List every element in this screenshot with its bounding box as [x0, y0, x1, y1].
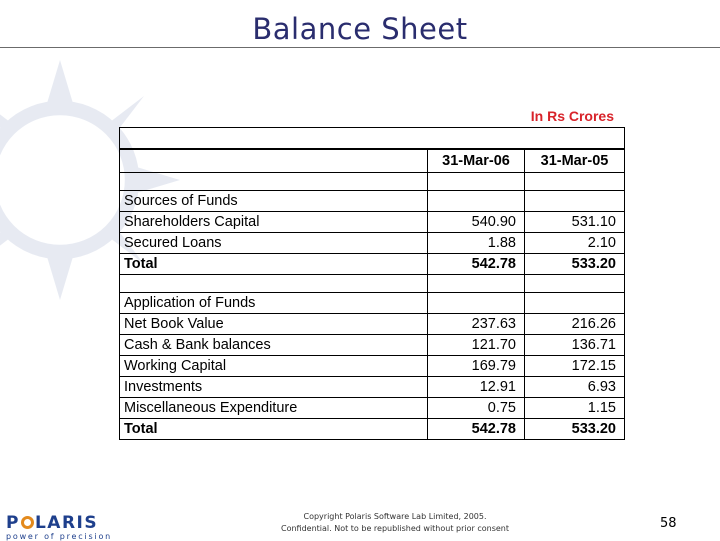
row-label: Working Capital	[120, 356, 428, 377]
footer-line-1: Copyright Polaris Software Lab Limited, 2005.	[303, 512, 487, 521]
total-label: Total	[120, 254, 428, 275]
footer-line-2: Confidential. Not to be republished without prior consent	[281, 524, 509, 533]
value-2005: 136.71	[525, 335, 625, 356]
row-label: Shareholders Capital	[120, 212, 428, 233]
row-label: Miscellaneous Expenditure	[120, 398, 428, 419]
value-2006: 540.90	[428, 212, 525, 233]
column-header-2005: 31-Mar-05	[525, 149, 625, 173]
section-heading-row	[120, 293, 625, 314]
total-2005: 533.20	[525, 419, 625, 440]
table-row	[120, 356, 625, 377]
row-label: Net Book Value	[120, 314, 428, 335]
header-label-cell	[120, 149, 428, 173]
row-label: Cash & Bank balances	[120, 335, 428, 356]
polaris-logo	[6, 514, 126, 541]
total-row-application	[120, 419, 625, 440]
value-2006: 121.70	[428, 335, 525, 356]
table-row	[120, 335, 625, 356]
footer-copyright	[240, 511, 550, 535]
column-header-2006: 31-Mar-06	[428, 149, 525, 173]
total-row-sources	[120, 254, 625, 275]
total-label: Total	[120, 419, 428, 440]
value-2006: 0.75	[428, 398, 525, 419]
table-blank-row	[120, 173, 625, 191]
table-row	[120, 377, 625, 398]
logo-tagline: power of precision	[6, 532, 113, 541]
value-2005: 531.10	[525, 212, 625, 233]
logo-letters-rest: LARIS	[34, 513, 99, 533]
value-2005: 6.93	[525, 377, 625, 398]
value-2005: 1.15	[525, 398, 625, 419]
total-2006: 542.78	[428, 254, 525, 275]
table-blank-row	[120, 275, 625, 293]
table-row	[120, 398, 625, 419]
table-row	[120, 233, 625, 254]
title-divider	[0, 47, 720, 48]
value-2005: 172.15	[525, 356, 625, 377]
value-2006: 237.63	[428, 314, 525, 335]
section-heading-sources: Sources of Funds	[120, 191, 428, 212]
balance-sheet-table	[119, 127, 625, 440]
value-2006: 1.88	[428, 233, 525, 254]
table-top-blank-row	[120, 128, 625, 150]
unit-note: In Rs Crores	[530, 108, 614, 124]
value-2006: 169.79	[428, 356, 525, 377]
row-label: Investments	[120, 377, 428, 398]
page-number: 58	[660, 516, 677, 531]
table-row	[120, 314, 625, 335]
value-2005: 216.26	[525, 314, 625, 335]
section-heading-row	[120, 191, 625, 212]
table-row	[120, 212, 625, 233]
logo-wordmark	[6, 514, 126, 532]
total-2006: 542.78	[428, 419, 525, 440]
value-2005: 2.10	[525, 233, 625, 254]
table-header-row	[120, 149, 625, 173]
logo-letter-p: P	[6, 513, 20, 533]
section-heading-application: Application of Funds	[120, 293, 428, 314]
total-2005: 533.20	[525, 254, 625, 275]
value-2006: 12.91	[428, 377, 525, 398]
slide-title: Balance Sheet	[252, 12, 468, 46]
logo-ring-icon	[21, 516, 34, 529]
row-label: Secured Loans	[120, 233, 428, 254]
